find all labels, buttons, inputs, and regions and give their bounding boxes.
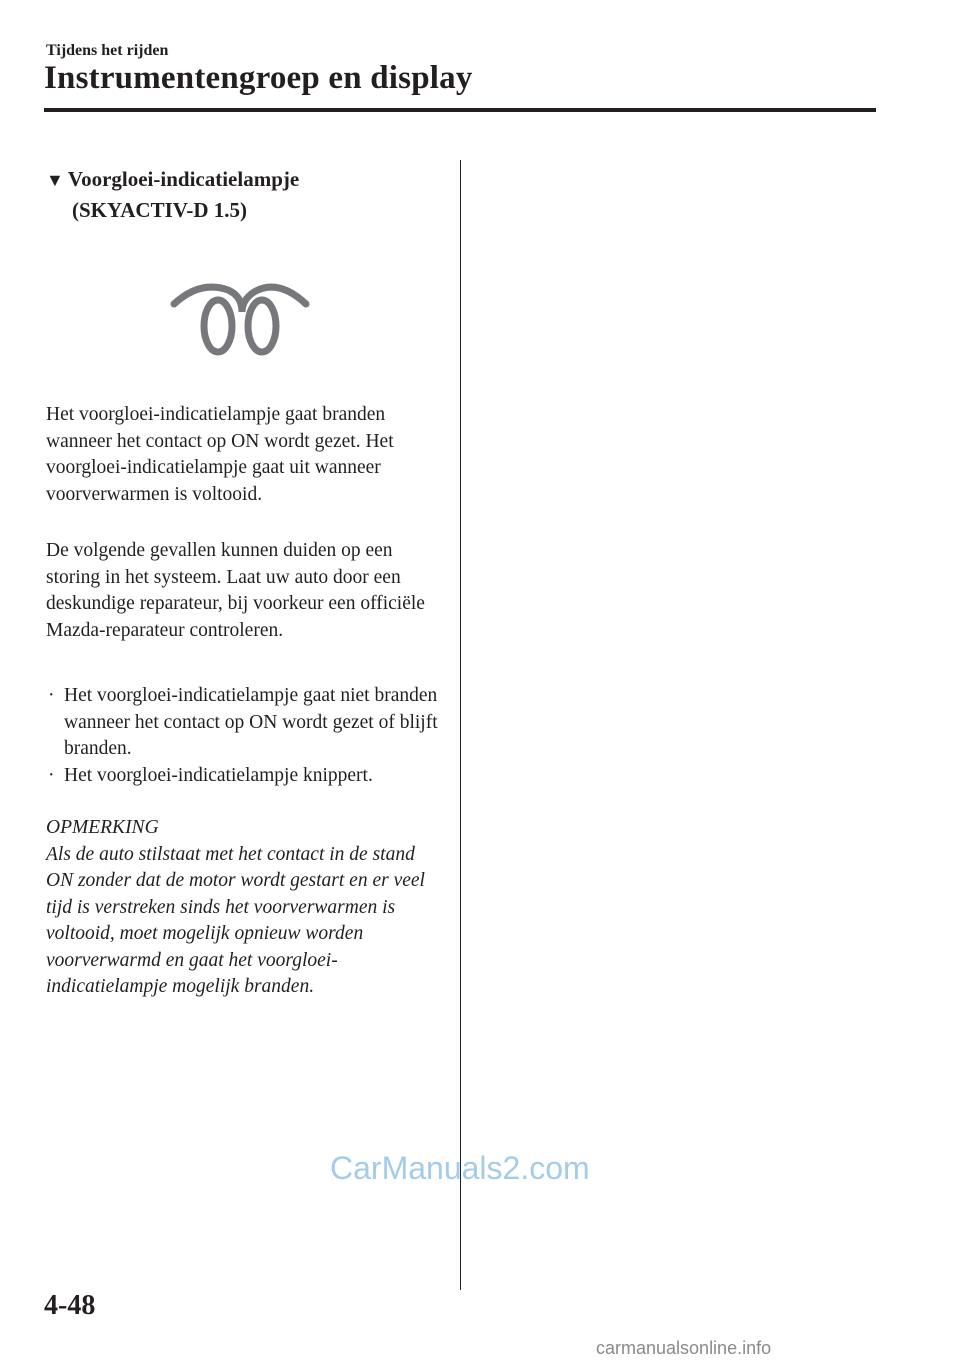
list-item-text: Het voorgloei-indicatielampje gaat niet branden wanneer het contact op ON wordt gezet of blijft branden.	[64, 685, 438, 759]
note-title: OPMERKING	[46, 817, 159, 838]
header-section-label: Tijdens het rijden	[46, 42, 169, 59]
footer-site-link[interactable]: carmanualsonline.info	[596, 1338, 772, 1358]
glow-plug-indicator-icon	[170, 282, 310, 358]
section-heading-line1: Voorgloei-indicatielampje	[67, 167, 300, 191]
section-heading	[46, 164, 446, 225]
paragraph-malfunction-cases: De volgende gevallen kunnen duiden op een storing in het systeem. Laat uw auto door een deskundige reparateur, bij voorkeur een officiële Mazda-reparateur controleren.	[46, 540, 425, 641]
list-item-text: Het voorgloei-indicatielampje knippert.	[64, 764, 373, 786]
bullet-dot-icon: ·	[48, 764, 55, 786]
page-number: 4-48	[44, 1290, 96, 1321]
bullet-dot-icon: ·	[48, 685, 55, 706]
page-title: Instrumentengroep en display	[44, 60, 473, 96]
note-block	[46, 815, 446, 1001]
column-divider	[460, 160, 461, 1290]
section-heading-line2: (SKYACTIV-D 1.5)	[72, 198, 248, 222]
malfunction-list	[46, 683, 446, 789]
list-item	[46, 763, 446, 790]
watermark-logo: CarManuals2.com	[330, 1150, 590, 1186]
header-rule	[44, 108, 876, 112]
paragraph-indicator-description: Het voorgloei-indicatielampje gaat branden wanneer het contact op ON wordt gezet. Het voorgloei-indicatielampje gaat uit wanneer voorverwarmen is voltooid.	[46, 404, 394, 505]
note-text: Als de auto stilstaat met het contact in de stand ON zonder dat de motor wordt gestart en er veel tijd is verstreken sinds het voorverwarmen is voltooid, moet mogelijk opnieuw worden voorverwarmd en gaat het voorgloei-indicatielampje mogelijk branden.	[46, 843, 425, 997]
triangle-marker-icon: ▼	[46, 170, 64, 190]
list-item	[46, 683, 446, 763]
